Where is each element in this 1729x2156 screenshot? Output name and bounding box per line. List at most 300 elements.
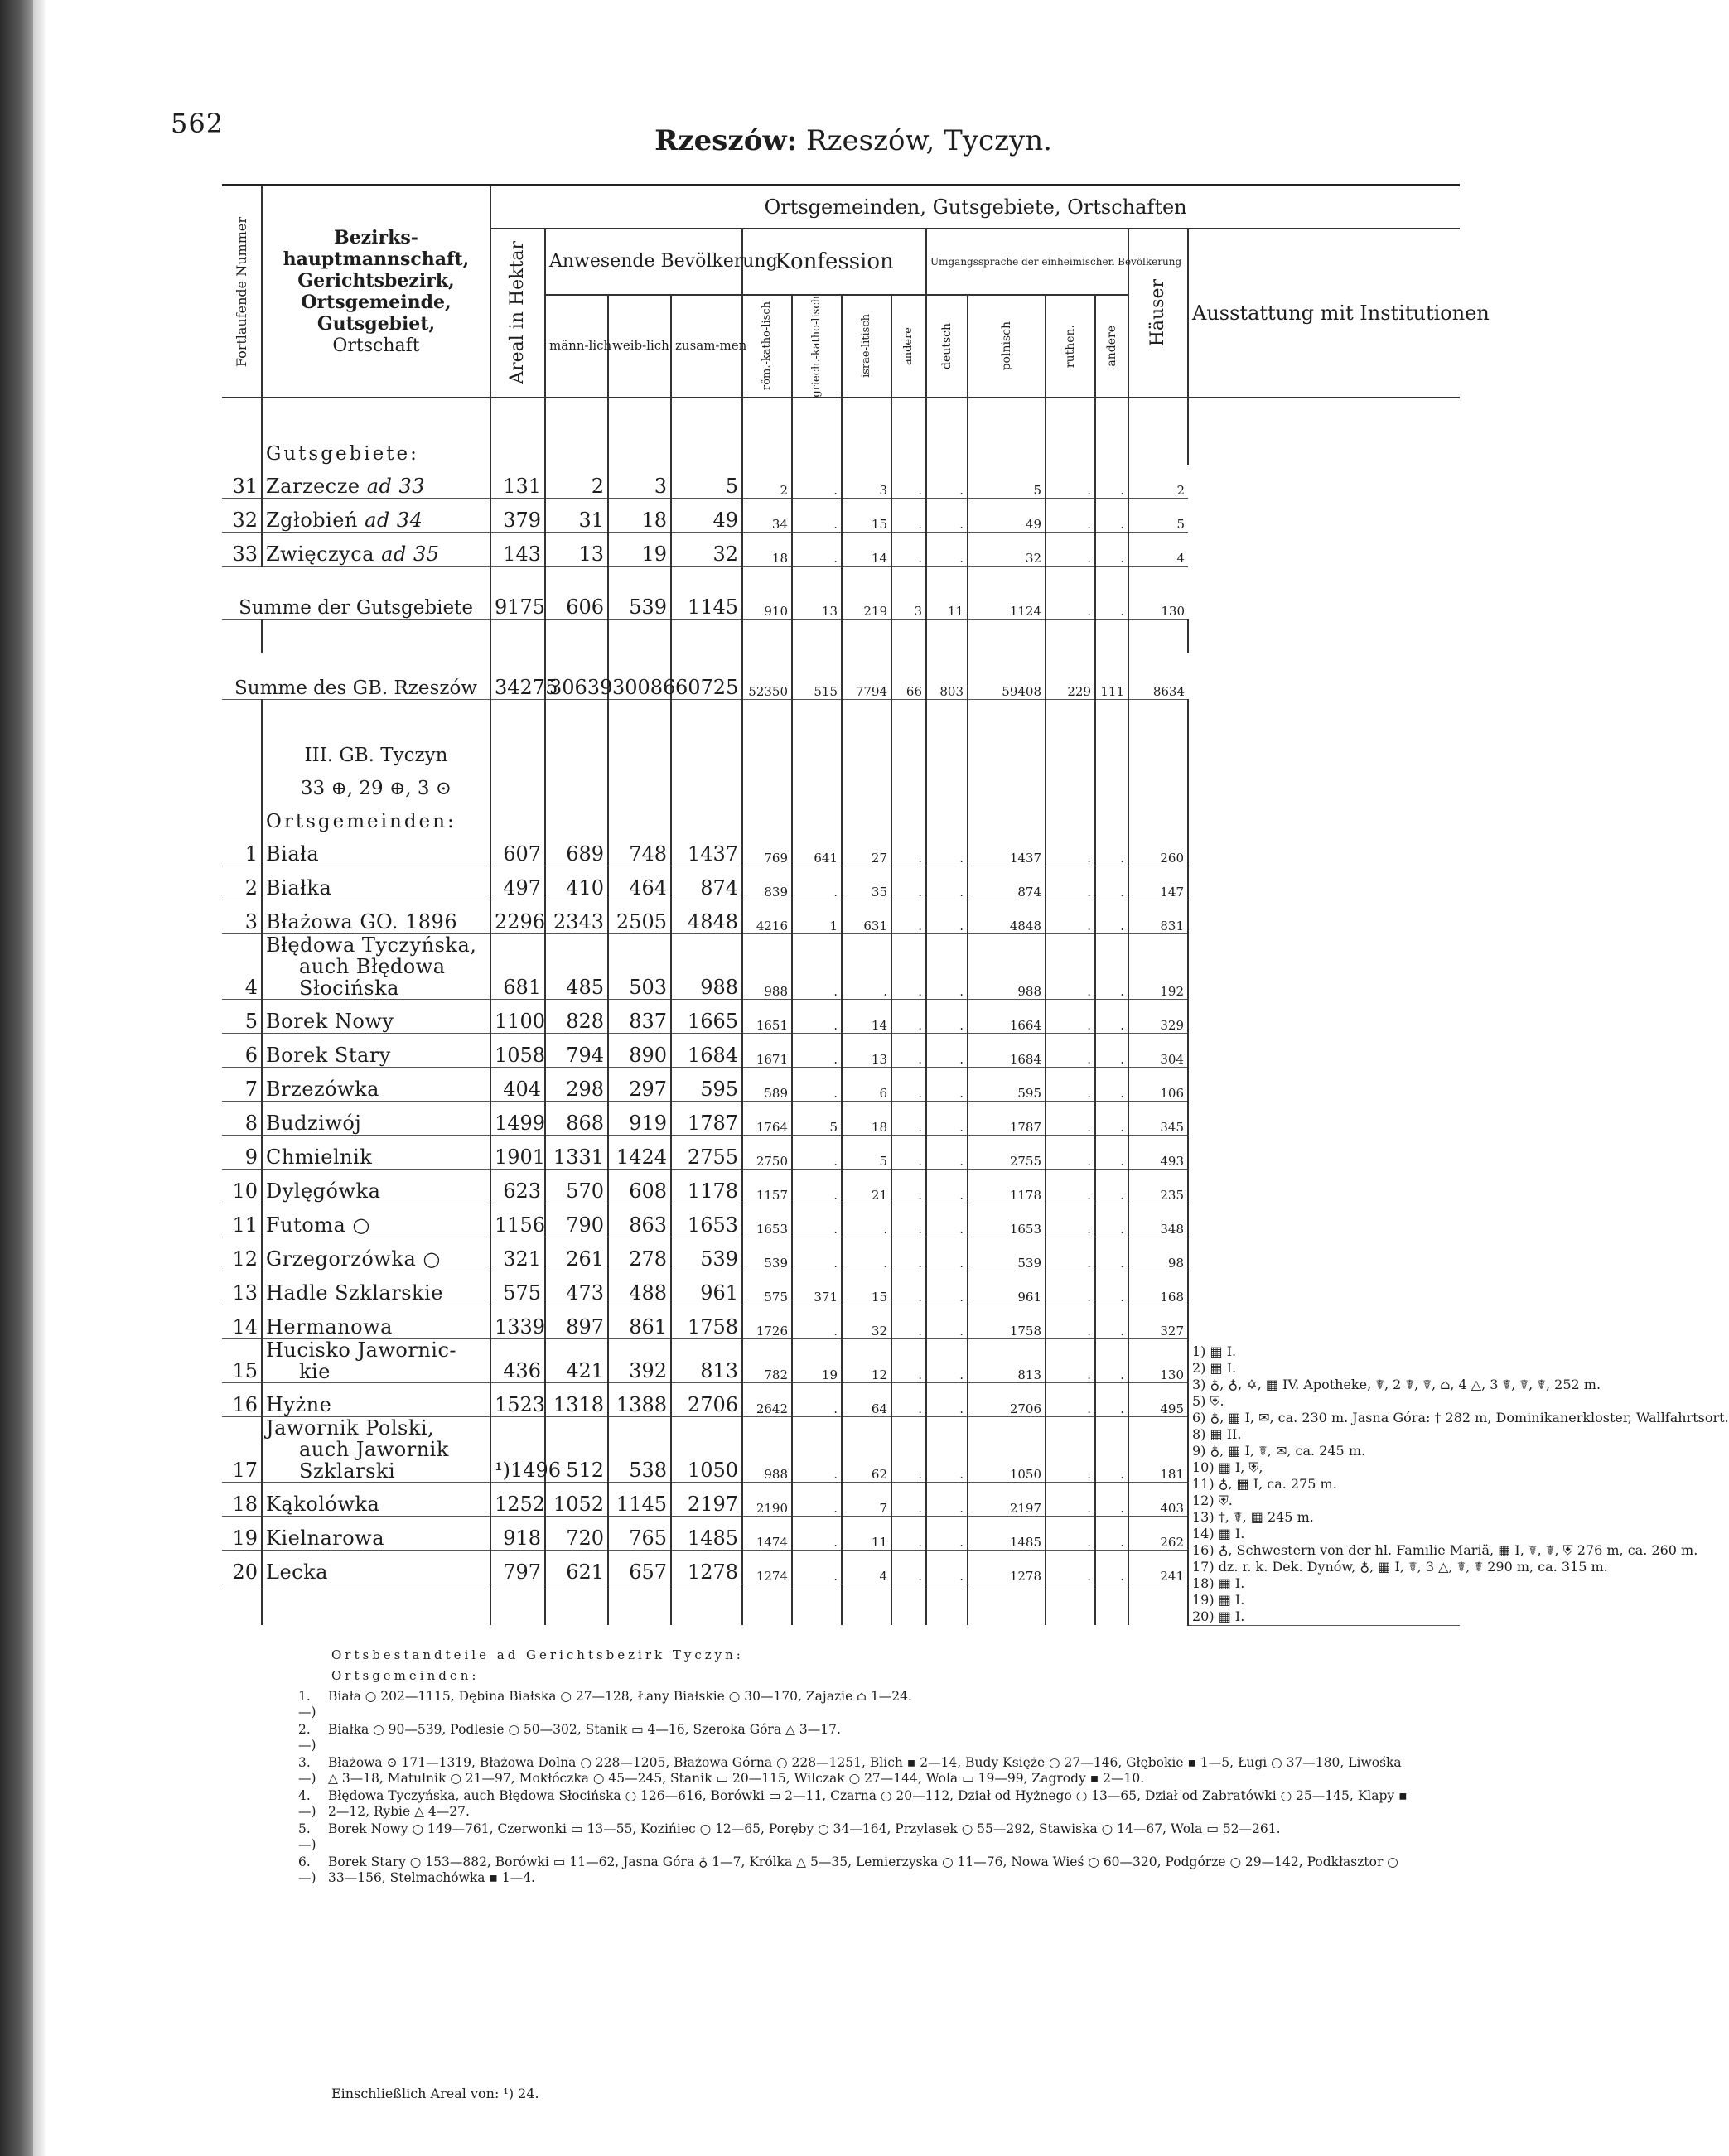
empty-cell — [842, 799, 891, 832]
cell-h: 329 — [1128, 999, 1188, 1033]
institution-entry: 19) ▦ I. — [1192, 1591, 1245, 1608]
locality-name — [262, 999, 490, 1033]
locality-label: Borek Nowy — [266, 1009, 394, 1033]
empty-cell — [891, 1584, 926, 1625]
cell-ru: . — [1046, 1416, 1095, 1482]
cell-rk: 1274 — [742, 1550, 792, 1584]
row-number: 9 — [222, 1135, 262, 1169]
locality-name — [262, 1033, 490, 1067]
empty-cell — [490, 766, 545, 799]
cell-an: . — [891, 1482, 926, 1516]
cell-h: 235 — [1128, 1169, 1188, 1203]
locality-name — [262, 1305, 490, 1338]
empty-cell — [545, 398, 608, 432]
cell-m: 298 — [545, 1067, 608, 1101]
cell-w: 503 — [608, 933, 671, 999]
empty-cell — [968, 766, 1046, 799]
empty-cell — [792, 398, 842, 432]
cell-de: . — [926, 533, 968, 567]
cell-an: . — [891, 1305, 926, 1338]
empty-cell — [545, 733, 608, 766]
cell-la: . — [1095, 900, 1128, 933]
cell-areal: 575 — [490, 1271, 545, 1305]
empty-cell — [742, 733, 792, 766]
cell-de: . — [926, 465, 968, 499]
institution-entry: 10) ▦ I, ⛨, — [1192, 1459, 1263, 1475]
cell-la: . — [1095, 1169, 1128, 1203]
empty-cell — [490, 398, 545, 432]
locality-name — [262, 533, 490, 567]
locality-line2 — [266, 1361, 486, 1382]
row-number: 19 — [222, 1516, 262, 1550]
empty-cell — [891, 733, 926, 766]
cell-is: 35 — [842, 866, 891, 900]
cell-la: . — [1095, 999, 1128, 1033]
empty-cell — [608, 766, 671, 799]
empty-cell — [742, 432, 792, 465]
table-row — [222, 465, 1460, 499]
cell-an: . — [891, 866, 926, 900]
cell-areal: 1100 — [490, 999, 545, 1033]
spacer-row — [222, 620, 1460, 654]
cell-h: 8634 — [1128, 653, 1188, 699]
cell-an: . — [891, 1416, 926, 1482]
empty-cell — [1095, 620, 1128, 654]
col-header-female: weib-lich — [608, 295, 671, 398]
empty-cell — [608, 398, 671, 432]
cell-de: . — [926, 832, 968, 866]
cell-gk: . — [792, 1550, 842, 1584]
empty-cell — [222, 766, 262, 799]
locality-label: Zarzecze — [266, 475, 360, 499]
sum-gb-row — [222, 653, 1460, 699]
empty-cell — [1095, 1584, 1128, 1625]
locality-name — [262, 1550, 490, 1584]
cell-z: 1178 — [671, 1169, 742, 1203]
institution-entry: 13) †, ☤, ▦ 245 m. — [1192, 1508, 1314, 1525]
cell-rk: 589 — [742, 1067, 792, 1101]
cell-m: 1052 — [545, 1482, 608, 1516]
cell-areal: 143 — [490, 533, 545, 567]
locality-name — [262, 1169, 490, 1203]
locality-name — [262, 1237, 490, 1271]
cell-m: 828 — [545, 999, 608, 1033]
empty-cell — [842, 432, 891, 465]
cell-de: . — [926, 1550, 968, 1584]
cell-gk: 5 — [792, 1101, 842, 1135]
cell-gk: . — [792, 533, 842, 567]
cell-areal: 379 — [490, 499, 545, 533]
empty-cell — [1046, 699, 1095, 733]
cell-rk: 769 — [742, 832, 792, 866]
row-number: 17 — [222, 1416, 262, 1482]
locality-name — [262, 465, 490, 499]
cell-pl: 813 — [968, 1338, 1046, 1382]
empty-cell — [968, 799, 1046, 832]
cell-h: 106 — [1128, 1067, 1188, 1101]
empty-cell — [891, 398, 926, 432]
cell-areal: 1156 — [490, 1203, 545, 1237]
cell-la: . — [1095, 832, 1128, 866]
cell-h: 327 — [1128, 1305, 1188, 1338]
cell-an: . — [891, 999, 926, 1033]
cell-rk: 2190 — [742, 1482, 792, 1516]
sum-gb-label: Summe des GB. Rzeszów — [222, 653, 490, 699]
cell-w: 539 — [608, 567, 671, 620]
empty-cell — [968, 432, 1046, 465]
empty-cell — [545, 1584, 608, 1625]
cell-areal: 1339 — [490, 1305, 545, 1338]
locality-line3: Słocińska — [299, 976, 399, 1000]
empty-cell — [608, 1584, 671, 1625]
cell-ru: . — [1046, 933, 1095, 999]
institution-entry: 11) ♁, ▦ I, ca. 275 m. — [1192, 1475, 1337, 1492]
empty-cell — [490, 620, 545, 654]
gb-title-row — [222, 733, 1460, 766]
cell-la: . — [1095, 866, 1128, 900]
empty-cell — [926, 398, 968, 432]
institution-entry: 1) ▦ I. — [1192, 1343, 1237, 1359]
cell-de: . — [926, 1382, 968, 1416]
cell-m: 2 — [545, 465, 608, 499]
cell-pl: 2197 — [968, 1482, 1046, 1516]
cell-gk: . — [792, 999, 842, 1033]
section-gutsgebiete: Gutsgebiete: — [262, 432, 490, 465]
empty-cell — [1095, 766, 1128, 799]
empty-cell — [842, 398, 891, 432]
cell-z: 1145 — [671, 567, 742, 620]
locality-name — [262, 1135, 490, 1169]
locality-ad: ad 33 — [366, 475, 426, 499]
cell-pl: 1787 — [968, 1101, 1046, 1135]
col-header-other-konf: andere — [891, 295, 926, 398]
cell-an: . — [891, 832, 926, 866]
note-text: Borek Stary ○ 153—882, Borówki ▭ 11—62, Jasna Góra ♁ 1—7, Królka △ 5—35, Lemierzyska ○ 11—76, Nowa Wieś ○ 60—320, Podgórze ○ 29—142, Podkłasztor ○ 33—156, Stelmachówka ▪ 1—4. — [328, 1855, 1398, 1885]
empty-cell — [842, 766, 891, 799]
cell-gk: 1 — [792, 900, 842, 933]
note-line — [298, 1855, 1408, 1886]
cell-ru: . — [1046, 465, 1095, 499]
cell-la: . — [1095, 1382, 1128, 1416]
cell-m: 794 — [545, 1033, 608, 1067]
locality-label: Dylęgówka — [266, 1179, 381, 1203]
cell-z: 32 — [671, 533, 742, 567]
cell-ru: . — [1046, 1169, 1095, 1203]
locality-name — [262, 832, 490, 866]
note-text: Biała ○ 202—1115, Dębina Białska ○ 27—128, Łany Białskie ○ 30—170, Zajazie ⌂ 1—24. — [328, 1689, 912, 1704]
cell-pl: 32 — [968, 533, 1046, 567]
empty-cell — [891, 799, 926, 832]
cell-areal: 404 — [490, 1067, 545, 1101]
cell-z: 1050 — [671, 1416, 742, 1482]
cell-rk: 575 — [742, 1271, 792, 1305]
empty-cell — [671, 1584, 742, 1625]
empty-cell — [1188, 620, 1460, 654]
cell-is: 7 — [842, 1482, 891, 1516]
empty-cell — [490, 799, 545, 832]
cell-rk: 988 — [742, 1416, 792, 1482]
empty-cell — [222, 432, 262, 465]
empty-cell — [842, 1584, 891, 1625]
cell-gk: . — [792, 933, 842, 999]
cell-h: 304 — [1128, 1033, 1188, 1067]
cell-is: 13 — [842, 1033, 891, 1067]
empty-cell — [926, 432, 968, 465]
cell-gk: . — [792, 499, 842, 533]
empty-cell — [1188, 398, 1460, 432]
cell-h: 403 — [1128, 1482, 1188, 1516]
row-number: 4 — [222, 933, 262, 999]
cell-rk: 1157 — [742, 1169, 792, 1203]
cell-areal: 131 — [490, 465, 545, 499]
cell-rk: 988 — [742, 933, 792, 999]
empty-cell — [842, 699, 891, 733]
cell-pl: 4848 — [968, 900, 1046, 933]
cell-h: 495 — [1128, 1382, 1188, 1416]
cell-m: 31 — [545, 499, 608, 533]
cell-la: . — [1095, 567, 1128, 620]
note-text: Białka ○ 90—539, Podlesie ○ 50—302, Stanik ▭ 4—16, Szeroka Góra △ 3—17. — [328, 1722, 841, 1737]
cell-an: . — [891, 1382, 926, 1416]
col-header-roman-catholic: röm.-katho-lisch — [742, 295, 792, 398]
institution-entry: 12) ⛨. — [1192, 1492, 1233, 1508]
cell-ru: . — [1046, 1482, 1095, 1516]
table-row — [222, 533, 1460, 567]
cell-de: . — [926, 1169, 968, 1203]
cell-la: 111 — [1095, 653, 1128, 699]
empty-cell — [1128, 699, 1188, 733]
institution-entry: 17) dz. r. k. Dek. Dynów, ♁, ▦ I, ☤, 3 △, ☤, ☤ 290 m, ca. 315 m. — [1192, 1558, 1608, 1575]
cell-m: 720 — [545, 1516, 608, 1550]
cell-de: . — [926, 933, 968, 999]
cell-pl: 5 — [968, 465, 1046, 499]
cell-areal: 607 — [490, 832, 545, 866]
row-number: 13 — [222, 1271, 262, 1305]
empty-cell — [608, 432, 671, 465]
col-header-israelite: israe-litisch — [842, 295, 891, 398]
col-header-total: zusam-men — [671, 295, 742, 398]
cell-de: . — [926, 1482, 968, 1516]
cell-areal: 1499 — [490, 1101, 545, 1135]
cell-ru: . — [1046, 567, 1095, 620]
empty-cell — [968, 699, 1046, 733]
row-number: 32 — [222, 499, 262, 533]
cell-gk: . — [792, 1516, 842, 1550]
cell-is: 64 — [842, 1382, 891, 1416]
cell-ru: . — [1046, 1382, 1095, 1416]
row-number: 33 — [222, 533, 262, 567]
empty-cell — [1188, 799, 1460, 832]
cell-ru: . — [1046, 1338, 1095, 1382]
cell-m: 485 — [545, 933, 608, 999]
cell-areal: 797 — [490, 1550, 545, 1584]
empty-cell — [968, 1584, 1046, 1625]
empty-cell — [545, 799, 608, 832]
cell-ru: . — [1046, 1305, 1095, 1338]
cell-z: 961 — [671, 1271, 742, 1305]
cell-areal: 681 — [490, 933, 545, 999]
locality-label: Kielnarowa — [266, 1526, 385, 1550]
cell-ru: . — [1046, 1516, 1095, 1550]
empty-cell — [926, 620, 968, 654]
locality-label: Hucisko Jawornic- — [266, 1338, 457, 1362]
empty-cell — [545, 766, 608, 799]
running-title — [0, 124, 1707, 157]
cell-w: 608 — [608, 1169, 671, 1203]
sum-guts-row — [222, 567, 1460, 620]
cell-w: 2505 — [608, 900, 671, 933]
note-key: 5. —) — [298, 1821, 316, 1852]
locality-label: Hyżne — [266, 1392, 332, 1416]
row-number: 6 — [222, 1033, 262, 1067]
cell-z: 1665 — [671, 999, 742, 1033]
cell-pl: 874 — [968, 866, 1046, 900]
cell-pl: 59408 — [968, 653, 1046, 699]
row-number: 5 — [222, 999, 262, 1033]
cell-z: 4848 — [671, 900, 742, 933]
cell-ru: . — [1046, 900, 1095, 933]
cell-is: 27 — [842, 832, 891, 866]
cell-m: 13 — [545, 533, 608, 567]
cell-h: 262 — [1128, 1516, 1188, 1550]
cell-pl: 1178 — [968, 1169, 1046, 1203]
locality-label: Zwięczyca — [266, 543, 374, 567]
cell-pl: 1485 — [968, 1516, 1046, 1550]
col-header-institutions: Ausstattung mit Institutionen — [1188, 229, 1460, 398]
note-text: Borek Nowy ○ 149—761, Czerwonki ▭ 13—55, Kozińiec ○ 12—65, Poręby ○ 34—164, Przylasek ○ 55—292, Stawiska ○ 14—67, Wola ▭ 52—261. — [328, 1821, 1281, 1836]
institution-entry: 6) ♁, ▦ I, ✉, ca. 230 m. Jasna Góra: † 282 m, Dominikanerkloster, Wallfahrtsort. — [1192, 1409, 1729, 1425]
notes-title: Ortsbestandteile ad Gerichtsbezirk Tyczyn: — [331, 1647, 744, 1662]
institution-entry: 8) ▦ II. — [1192, 1425, 1242, 1442]
locality-name — [262, 1516, 490, 1550]
locality-auch: auch — [299, 954, 350, 978]
empty-cell — [262, 1584, 490, 1625]
col-header-population: Anwesende Bevölkerung — [545, 229, 742, 295]
empty-cell — [608, 620, 671, 654]
cell-h: 5 — [1128, 499, 1188, 533]
empty-cell — [1095, 733, 1128, 766]
locality-name — [262, 1067, 490, 1101]
cell-de: . — [926, 1237, 968, 1271]
cell-an: . — [891, 1135, 926, 1169]
empty-cell — [608, 733, 671, 766]
locality-label: Jawornik Polski, — [266, 1416, 435, 1440]
note-text: Błażowa ⊙ 171—1319, Błażowa Dolna ○ 228—1205, Błażowa Górna ○ 228—1251, Blich ▪ 2—14, Budy Księże ○ 27—146, Głębokie ▪ 1—5, Ługi ○ 37—180, Liwośka △ 3—18, Matulnik ○ 21—97, Mokłóczka ○ 45—245, Stanik ▭ 20—115, Wilczak ○ 27—144, Wola ▭ 19—99, Zagrody ▪ 2—10. — [328, 1755, 1402, 1786]
cell-is: 15 — [842, 499, 891, 533]
cell-pl: 1758 — [968, 1305, 1046, 1338]
cell-rk: 2642 — [742, 1382, 792, 1416]
cell-h: 4 — [1128, 533, 1188, 567]
empty-cell — [222, 799, 262, 832]
empty-cell — [926, 733, 968, 766]
empty-cell — [490, 432, 545, 465]
col-header-name: Bezirks- hauptmannschaft, Gerichtsbezirk, Ortsgemeinde, Gutsgebiet, Ortschaft — [262, 186, 490, 398]
cell-z: 595 — [671, 1067, 742, 1101]
cell-la: . — [1095, 1482, 1128, 1516]
section-ortsgemeinden: Ortsgemeinden: — [262, 799, 490, 832]
empty-cell — [1188, 432, 1460, 465]
empty-cell — [792, 733, 842, 766]
cell-w: 1388 — [608, 1382, 671, 1416]
cell-rk: 52350 — [742, 653, 792, 699]
col-header-language: Umgangssprache der einheimischen Bevölkerung — [926, 229, 1128, 295]
cell-de: . — [926, 999, 968, 1033]
cell-w: 919 — [608, 1101, 671, 1135]
note-key: 1. —) — [298, 1689, 316, 1719]
cell-is: 14 — [842, 999, 891, 1033]
cell-w: 488 — [608, 1271, 671, 1305]
locality-alt: Jawornik — [355, 1437, 449, 1461]
cell-h: 181 — [1128, 1416, 1188, 1482]
cell-ru: . — [1046, 832, 1095, 866]
cell-la: . — [1095, 1033, 1128, 1067]
cell-ru: 229 — [1046, 653, 1095, 699]
cell-m: 689 — [545, 832, 608, 866]
locality-label: Zgłobień — [266, 509, 358, 533]
cell-de: . — [926, 1305, 968, 1338]
cell-rk: 1726 — [742, 1305, 792, 1338]
cell-ru: . — [1046, 1237, 1095, 1271]
section-ortsgemeinden-row — [222, 799, 1460, 832]
cell-z: 988 — [671, 933, 742, 999]
cell-ru: . — [1046, 533, 1095, 567]
cell-an: . — [891, 1203, 926, 1237]
empty-cell — [891, 766, 926, 799]
locality-name — [262, 933, 490, 999]
row-number: 15 — [222, 1338, 262, 1382]
cell-la: . — [1095, 1203, 1128, 1237]
row-number: 7 — [222, 1067, 262, 1101]
locality-note: GO. 1896 — [360, 909, 458, 933]
cell-an: . — [891, 1101, 926, 1135]
cell-gk: . — [792, 1305, 842, 1338]
cell-is: 3 — [842, 465, 891, 499]
cell-an: . — [891, 933, 926, 999]
cell-is: 18 — [842, 1101, 891, 1135]
empty-cell — [671, 799, 742, 832]
locality-alt: Błędowa — [355, 954, 446, 978]
cell-z: 1437 — [671, 832, 742, 866]
locality-auch: auch — [299, 1437, 350, 1461]
cell-an: . — [891, 1338, 926, 1382]
row-number: 31 — [222, 465, 262, 499]
gb-subtitle-row — [222, 766, 1460, 799]
empty-cell — [792, 766, 842, 799]
empty-cell — [1046, 620, 1095, 654]
cell-gk: . — [792, 1169, 842, 1203]
cell-is: . — [842, 1237, 891, 1271]
col-header-lfd: Fortlaufende Nummer — [222, 186, 262, 398]
locality-notes — [298, 1644, 1408, 1888]
cell-de: . — [926, 1338, 968, 1382]
cell-an: 3 — [891, 567, 926, 620]
cell-an: . — [891, 1271, 926, 1305]
cell-m: 790 — [545, 1203, 608, 1237]
col-header-ruthenian: ruthen. — [1046, 295, 1095, 398]
cell-areal: 918 — [490, 1516, 545, 1550]
cell-ru: . — [1046, 1135, 1095, 1169]
cell-h: 147 — [1128, 866, 1188, 900]
cell-w: 657 — [608, 1550, 671, 1584]
spacer-row — [222, 398, 1460, 432]
cell-is: . — [842, 933, 891, 999]
row-number: 8 — [222, 1101, 262, 1135]
empty-cell — [1046, 432, 1095, 465]
empty-cell — [671, 733, 742, 766]
cell-areal: 321 — [490, 1237, 545, 1271]
empty-cell — [545, 699, 608, 733]
cell-pl: 1653 — [968, 1203, 1046, 1237]
